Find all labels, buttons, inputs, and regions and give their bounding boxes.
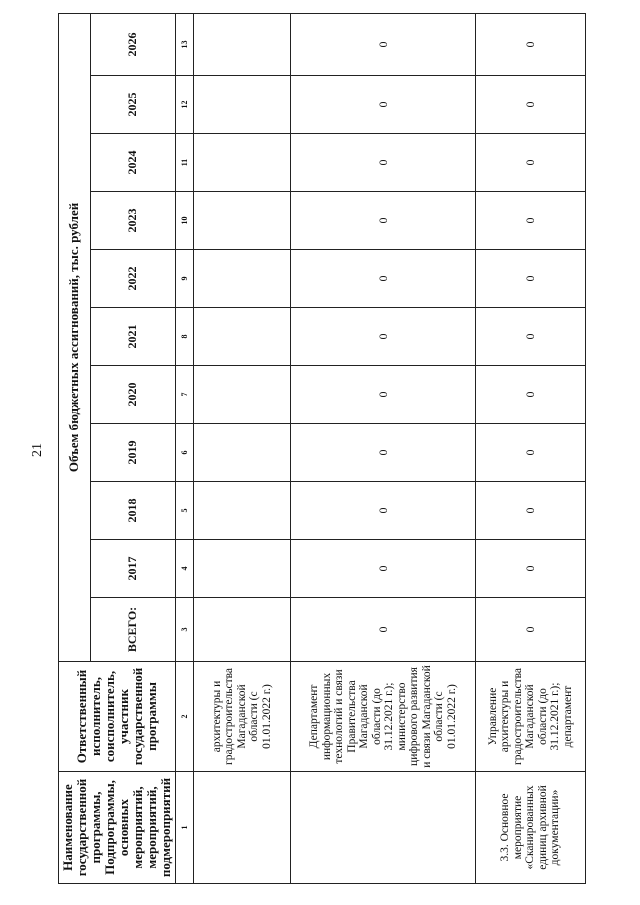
row-value: 0	[476, 250, 586, 308]
row-value	[194, 366, 291, 424]
row-value: 0	[291, 482, 476, 540]
row-name	[291, 772, 476, 884]
header-year: 2020	[90, 366, 175, 424]
row-value: 0	[476, 424, 586, 482]
row-value	[194, 76, 291, 134]
column-index: 8	[176, 308, 194, 366]
row-value	[194, 540, 291, 598]
row-value: 0	[291, 308, 476, 366]
row-value: 0	[476, 540, 586, 598]
row-value: 0	[476, 482, 586, 540]
row-value: 0	[291, 76, 476, 134]
row-executor: архитектуры и градостроительства Магаданской области (с 01.01.2022 г.)	[194, 662, 291, 772]
header-year: 2022	[90, 250, 175, 308]
row-value: 0	[476, 76, 586, 134]
row-value: 0	[291, 134, 476, 192]
column-index: 3	[176, 598, 194, 662]
row-value: 0	[291, 366, 476, 424]
row-value	[194, 308, 291, 366]
row-value: 0	[476, 13, 586, 75]
row-executor: Департамент информационных технологий и связи Правительства Магаданской области (до 31.12.2021 г.); министерство цифрового развития и связи Магаданской области (с 01.01.2022 г.)	[291, 662, 476, 772]
row-value: 0	[291, 598, 476, 662]
row-value: 0	[291, 250, 476, 308]
row-value: 0	[476, 192, 586, 250]
row-value	[194, 250, 291, 308]
row-value	[194, 13, 291, 75]
header-year: 2023	[90, 192, 175, 250]
row-value: 0	[291, 424, 476, 482]
row-value: 0	[476, 366, 586, 424]
column-index: 6	[176, 424, 194, 482]
column-index: 13	[176, 13, 194, 75]
header-year: 2026	[90, 13, 175, 75]
row-value: 0	[476, 308, 586, 366]
row-value: 0	[476, 134, 586, 192]
row-value	[194, 482, 291, 540]
table-row	[194, 13, 291, 883]
header-year: 2017	[90, 540, 175, 598]
header-name: Наименование государственной программы, Подпрограммы, основных мероприятий, мероприятий, подмероприятий	[59, 772, 176, 884]
header-year: 2019	[90, 424, 175, 482]
header-year: ВСЕГО:	[90, 598, 175, 662]
column-index: 5	[176, 482, 194, 540]
column-index: 1	[176, 772, 194, 884]
row-value: 0	[291, 192, 476, 250]
header-year: 2021	[90, 308, 175, 366]
row-value	[194, 134, 291, 192]
rotated-page	[58, 14, 578, 884]
row-executor: Управление архитектуры и градостроительства Магаданской области (до 31.12.2021 г.); департамент	[476, 662, 586, 772]
budget-table	[58, 13, 586, 884]
column-index: 11	[176, 134, 194, 192]
column-index: 9	[176, 250, 194, 308]
header-year: 2024	[90, 134, 175, 192]
row-name: 3.3. Основное мероприятие «Сканированных единиц архивной документации»	[476, 772, 586, 884]
row-value: 0	[476, 598, 586, 662]
column-index: 4	[176, 540, 194, 598]
column-index: 2	[176, 662, 194, 772]
table-row	[291, 13, 476, 883]
row-value: 0	[291, 540, 476, 598]
column-index: 12	[176, 76, 194, 134]
row-value: 0	[291, 13, 476, 75]
column-index: 7	[176, 366, 194, 424]
header-year: 2025	[90, 76, 175, 134]
row-value	[194, 424, 291, 482]
index-row	[176, 13, 194, 883]
header-budget: Объем бюджетных ассигнований, тыс. рублей	[59, 13, 91, 661]
row-value	[194, 598, 291, 662]
table-row	[476, 13, 586, 883]
column-index: 10	[176, 192, 194, 250]
header-executor: Ответственный исполнитель, соисполнитель, участник государственной программы	[59, 662, 176, 772]
row-value	[194, 192, 291, 250]
page-number: 21	[30, 443, 45, 457]
header-year: 2018	[90, 482, 175, 540]
row-name	[194, 772, 291, 884]
